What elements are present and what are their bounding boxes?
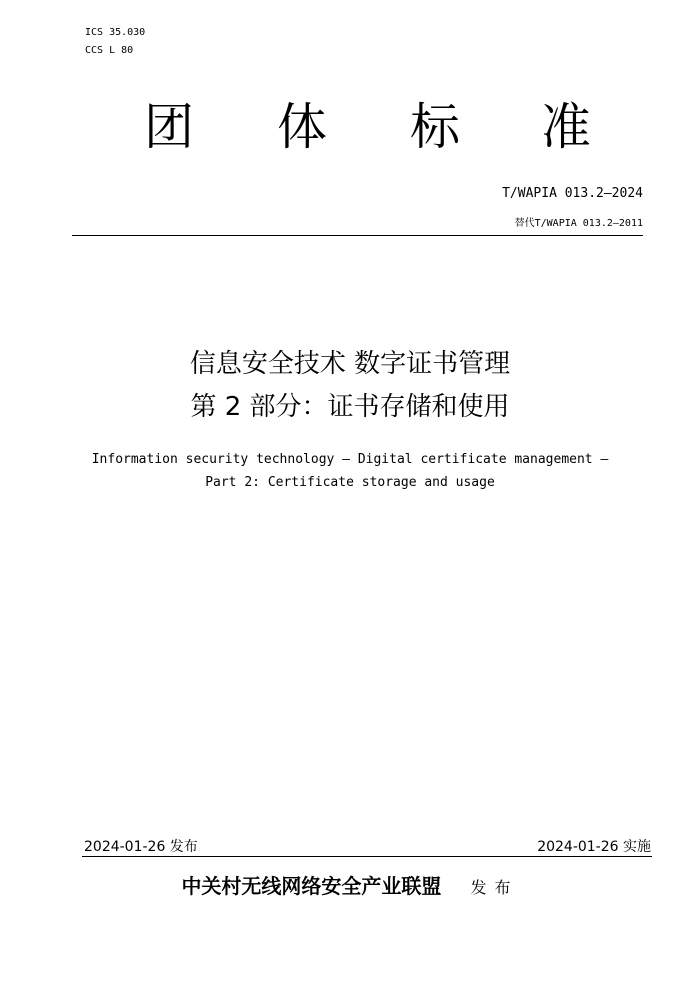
- implementation-date: 2024-01-26 实施: [537, 839, 651, 855]
- title-zh-line-2: 第 2 部分：证书存储和使用: [190, 392, 510, 422]
- publication-date: 2024-01-26 发布: [84, 839, 198, 855]
- ccs-code: CCS L 80: [85, 45, 134, 56]
- standard-type-char-4: 准: [541, 98, 591, 156]
- standard-type-char-2: 体: [277, 98, 327, 156]
- title-zh-line-1: 信息安全技术 数字证书管理: [189, 349, 511, 379]
- issuing-organization: 中关村无线网络安全产业联盟: [181, 874, 442, 898]
- issue-label: 发布: [470, 878, 519, 897]
- standard-type-char-1: 团: [144, 98, 194, 156]
- footer-divider: [82, 856, 652, 857]
- standard-number: T/WAPIA 013.2—2024: [502, 186, 643, 201]
- replaces-standard: 替代T/WAPIA 013.2—2011: [514, 218, 643, 229]
- standard-type-char-3: 标: [410, 98, 460, 156]
- title-en-line-2: Part 2: Certificate storage and usage: [205, 475, 495, 490]
- header-divider: [72, 235, 643, 236]
- ics-code: ICS 35.030: [85, 27, 146, 38]
- issuer-line: [0, 872, 700, 902]
- title-en-line-1: Information security technology — Digital certificate management —: [91, 452, 609, 467]
